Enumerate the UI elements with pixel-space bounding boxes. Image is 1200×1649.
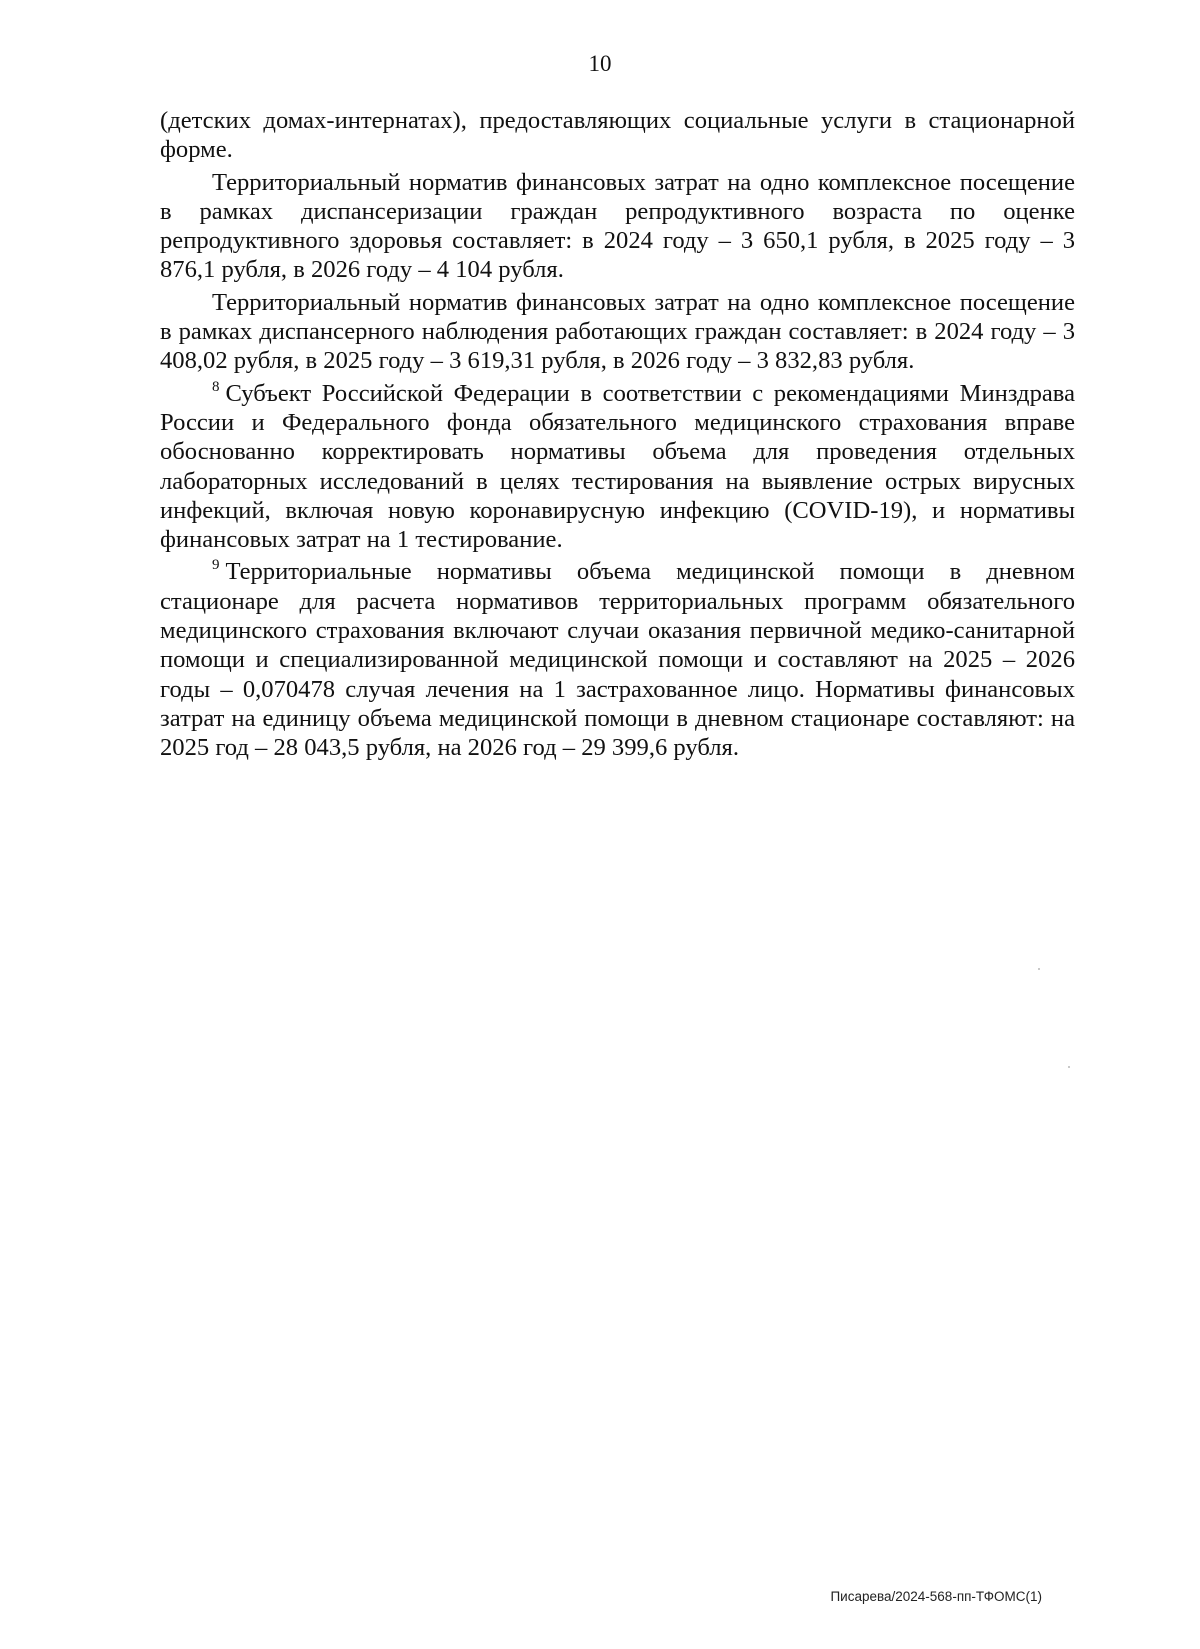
paragraph-working-citizens-norm: Территориальный норматив финансовых затрат на одно комплексное посещение в рамках диспансерного наблюдения работающих граждан составляет: в 2024 году – 3 408,02 рубля, в 2025 году – 3 619,31 рубля, в 2026 году – 3 832,83 рубля. (160, 288, 1075, 375)
footnote-9 (160, 557, 1075, 762)
paragraph-continuation: (детских домах-интернатах), предоставляющих социальные услуги в стационарной форме. (160, 107, 1075, 164)
footnote-9-text: Территориальные нормативы объема медицинской помощи в дневном стационаре для расчета нормативов территориальных программ обязательного медицинского страхования включают случаи оказания первичной медико-санитарной помощи и специализированной медицинской помощи и составляют на 2025 – 2026 годы – 0,070478 случая лечения на 1 застрахованное лицо. Нормативы финансовых затрат на единицу объема медицинской помощи в дневном стационаре составляют: на 2025 год – 28 043,5 рубля, на 2026 год – 29 399,6 рубля. (160, 558, 1075, 762)
paragraph-reproductive-screening-norm: Территориальный норматив финансовых затрат на одно комплексное посещение в рамках диспансеризации граждан репродуктивного возраста по оценке репродуктивного здоровья составляет: в 2024 году – 3 650,1 рубля, в 2025 году – 3 876,1 рубля, в 2026 году – 4 104 рубля. (160, 168, 1075, 284)
footnote-8 (160, 379, 1075, 555)
footnote-8-text: Субъект Российской Федерации в соответствии с рекомендациями Минздрава России и Федерального фонда обязательного медицинского страхования вправе обоснованно корректировать нормативы объема для проведения отдельных лабораторных исследований в целях тестирования на выявление острых вирусных инфекций, включая новую коронавирусную инфекцию (COVID-19), и нормативы финансовых затрат на 1 тестирование. (160, 379, 1075, 554)
document-body (160, 106, 1075, 766)
document-reference-footer: Писарева/2024-568-пп-ТФОМС(1) (830, 1589, 1042, 1604)
scan-speck (1068, 1066, 1070, 1068)
footnote-9-marker: 9 (212, 557, 220, 574)
scan-speck (1038, 968, 1040, 970)
footnote-8-marker: 8 (212, 378, 220, 395)
page-number: 10 (588, 51, 612, 76)
